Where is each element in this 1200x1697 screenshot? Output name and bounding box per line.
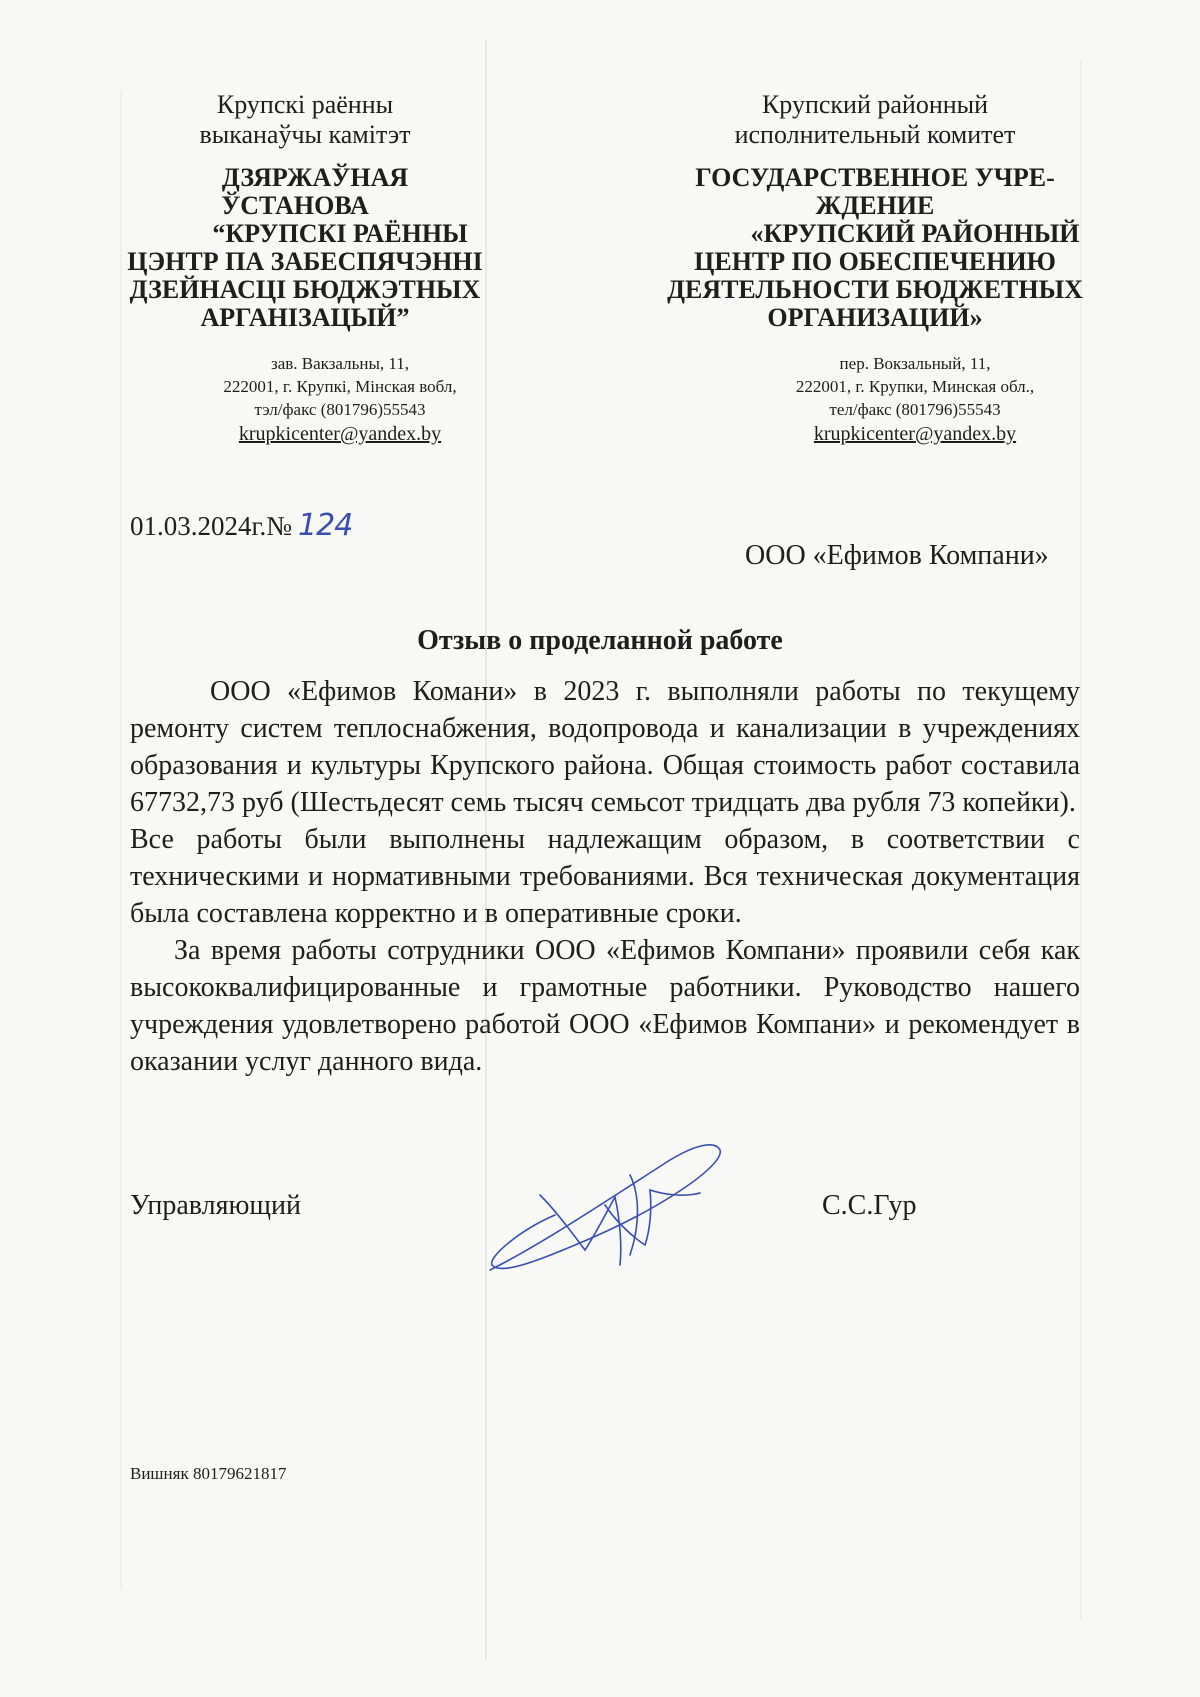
org-line: “КРУПСКІ РАЁННЫ [212,219,468,248]
letterhead-russian [640,90,1110,447]
committee-line: исполнительный комитет [734,120,1016,149]
body-paragraph: Все работы были выполнены надлежащим образом, в соответствии с техническими и нормативными требованиями. Вся техническая документация была составлена корректно и в оперативные сроки. [130,824,1080,929]
date-and-number [130,508,352,543]
letter-body [130,673,1080,1080]
org-line: ЦЕНТР ПО ОБЕСПЕЧЕНИЮ [694,247,1056,276]
org-line: ЖДЕНИЕ [815,191,935,220]
committee-name-ru [640,90,1110,150]
committee-line: Крупский районный [761,90,989,119]
address-line: пер. Вокзальный, 11, [839,354,991,373]
org-line: ДЗЯРЖАЎНАЯ [221,163,409,192]
organization-name-be [110,164,500,332]
body-paragraph: За время работы сотрудники ООО «Ефимов Компани» проявили себя как высококвалифицированные и грамотные работники. Руководство нашего учреждения удовлетворено работой ООО «Ефимов Компани» и рекомендует в оказании услуг данного вида. [130,935,1080,1077]
email-link-be[interactable]: krupkicenter@yandex.by [238,423,442,445]
org-line: ГОСУДАРСТВЕННОЕ УЧРЕ- [695,163,1055,192]
address-line: тел/факс (801796)55543 [829,400,1001,419]
document-title: Отзыв о проделанной работе [417,625,783,656]
org-line: «КРУПСКИЙ РАЙОННЫЙ [750,219,1080,248]
org-line: ОРГАНИЗАЦИЙ» [767,303,983,332]
signer-name: С.С.Гур [822,1190,917,1221]
org-line: ДЗЕЙНАСЦІ БЮДЖЭТНЫХ [129,275,481,304]
address-line: 222001, г. Крупки, Минская обл., [795,377,1035,396]
address-be [110,352,500,421]
letterhead-belarusian [110,90,500,447]
registration-number: 124 [298,508,353,543]
committee-name-be [110,90,500,150]
performer-contact: Вишняк 80179621817 [130,1464,287,1483]
letter-date: 01.03.2024г.№ [130,511,293,541]
recipient: ООО «Ефимов Компани» [745,540,1049,571]
org-line: АРГАНІЗАЦЫЙ” [200,303,410,332]
org-line: ЦЭНТР ПА ЗАБЕСПЯЧЭННІ [127,247,483,276]
org-line: ДЕЯТЕЛЬНОСТИ БЮДЖЕТНЫХ [667,275,1083,304]
signer-position: Управляющий [130,1190,301,1221]
address-line: 222001, г. Крупкі, Мінская вобл, [223,377,457,396]
handwritten-signature [480,1135,740,1290]
address-line: зав. Вакзальны, 11, [271,354,409,373]
email-link-ru[interactable]: krupkicenter@yandex.by [813,423,1017,445]
committee-line: Крупскі раённы [216,90,394,119]
body-paragraph: ООО «Ефимов Комани» в 2023 г. выполняли работы по текущему ремонту систем теплоснабжения, водопровода и канализации в учреждениях образования и культуры Крупского района. Общая стоимость работ составила 67732,73 руб (Шестьдесят семь тысяч семьсот тридцать два рубля 73 копейки). [130,676,1080,818]
organization-name-ru [640,164,1110,332]
address-line: тэл/факс (801796)55543 [254,400,426,419]
address-ru [640,352,1110,421]
org-line: ЎСТАНОВА [221,191,369,220]
committee-line: выканаўчы камітэт [199,120,411,149]
